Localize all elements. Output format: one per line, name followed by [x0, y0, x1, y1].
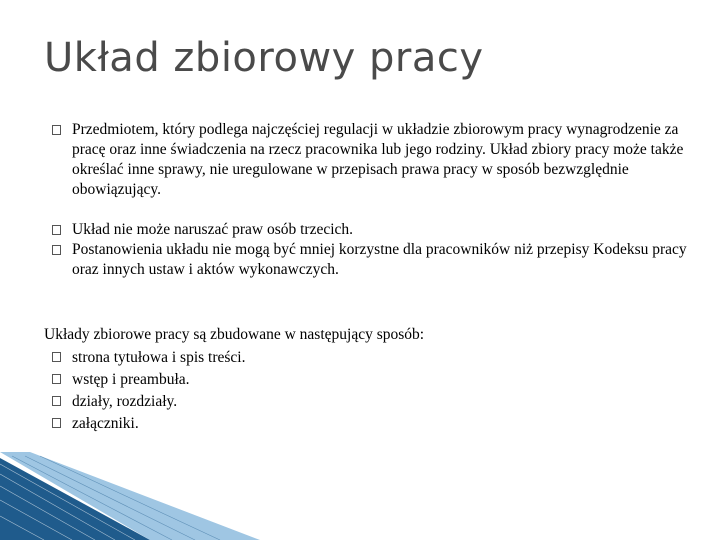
checkbox-bullet-icon [52, 396, 61, 406]
bullet-text: Przedmiotem, który podlega najczęściej regulacji w układzie zbiorowym pracy wynagrodzenie za pracę oraz inne świadczenia na rzecz pracownika lub jego rodziny. Układ zbiory pracy może także określać inne sprawy, nie uregulowane w przepisach prawa pracy w sposób bezwzględnie obowiązujący. [72, 121, 684, 198]
bullet-item [52, 220, 692, 240]
structure-intro: Układy zbiorowe pracy są zbudowane w następujący sposób: [44, 326, 425, 343]
main-bullet-list [52, 120, 692, 280]
checkbox-bullet-icon [52, 418, 61, 428]
decorative-wave [0, 450, 720, 540]
slide-title: Układ zbiorowy pracy [44, 35, 484, 81]
bullet-text: Postanowienia układu nie mogą być mniej korzystne dla pracowników niż przepisy Kodeksu pracy oraz innych ustaw i aktów wykonawczych. [72, 241, 687, 278]
structure-item [52, 413, 246, 435]
structure-item-text: strona tytułowa i spis treści. [72, 349, 246, 366]
checkbox-bullet-icon [52, 374, 61, 384]
checkbox-bullet-icon [52, 125, 61, 135]
bullet-text: Układ nie może naruszać praw osób trzecich. [72, 221, 354, 238]
checkbox-bullet-icon [52, 245, 61, 255]
structure-item-text: załączniki. [72, 415, 139, 432]
checkbox-bullet-icon [52, 352, 61, 362]
structure-item-text: wstęp i preambuła. [72, 371, 190, 388]
checkbox-bullet-icon [52, 225, 61, 235]
bullet-item [52, 240, 692, 280]
structure-item [52, 347, 246, 369]
structure-item-text: działy, rozdziały. [72, 393, 178, 410]
structure-list [52, 347, 246, 435]
structure-item [52, 369, 246, 391]
structure-item [52, 391, 246, 413]
bullet-item [52, 120, 692, 200]
